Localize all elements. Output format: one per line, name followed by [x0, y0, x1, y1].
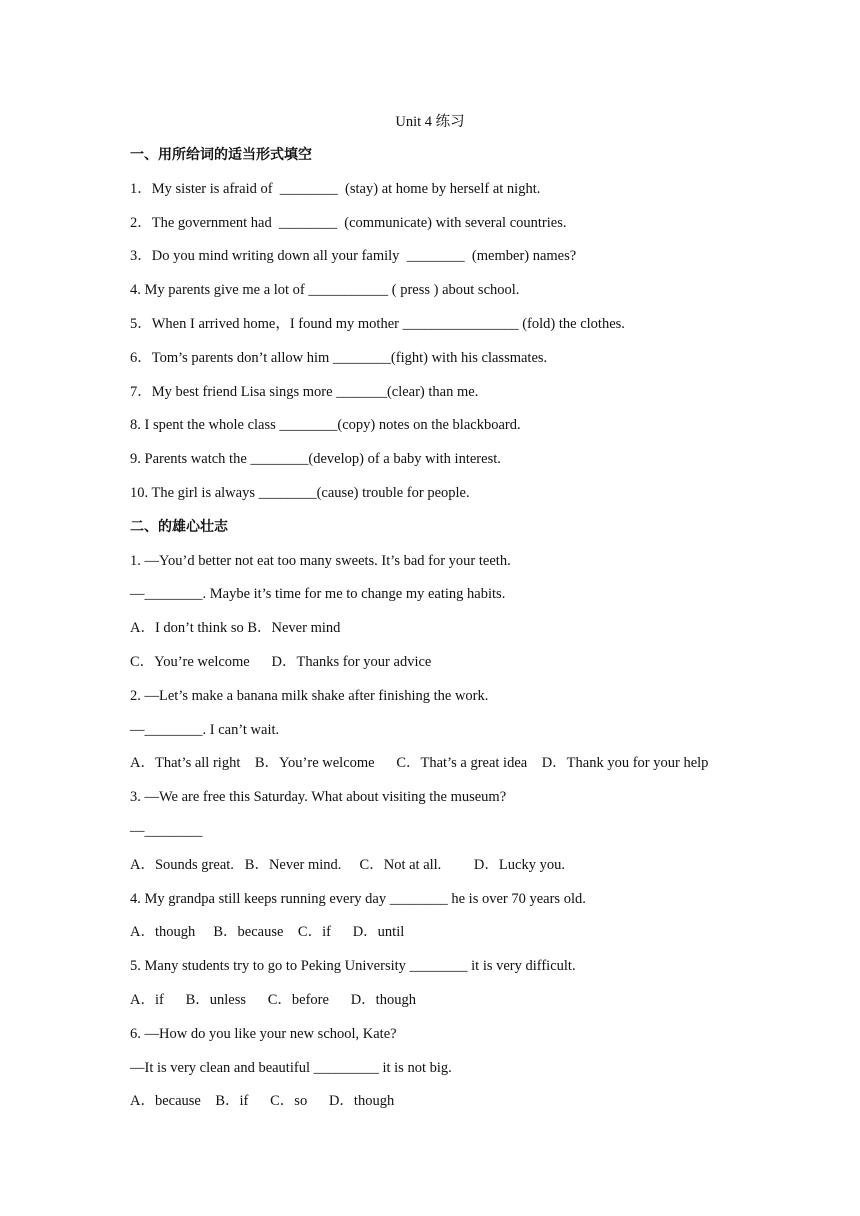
options-line: A．though B．because C．if D．until — [130, 924, 405, 941]
question-line: 6．Tom’s parents don’t allow him ________(fight) with his classmates. — [130, 349, 548, 366]
options-line: C．You’re welcome D．Thanks for your advice — [130, 653, 432, 670]
document-body — [130, 145, 770, 1125]
question-line: 2. —Let’s make a banana milk shake after finishing the work. — [130, 687, 489, 704]
answer-prompt-line: —________. Maybe it’s time for me to change my eating habits. — [130, 586, 506, 603]
options-line: A．That’s all right B．You’re welcome C．That’s a great idea D．Thank you for your help — [130, 755, 709, 772]
question-line: 5. Many students try to go to Peking University ________ it is very difficult. — [130, 958, 576, 975]
question-line: 4. My parents give me a lot of ___________ ( press ) about school. — [130, 282, 520, 299]
options-line: A．if B．unless C．before D．though — [130, 991, 416, 1008]
document-title: Unit 4 练习 — [395, 114, 465, 130]
question-line: 3. —We are free this Saturday. What about visiting the museum? — [130, 789, 507, 806]
question-line: 9. Parents watch the ________(develop) of a baby with interest. — [130, 451, 501, 468]
question-line: 8. I spent the whole class ________(copy) notes on the blackboard. — [130, 417, 521, 434]
answer-prompt-line: —________ — [130, 822, 203, 839]
question-line: 1. —You’d better not eat too many sweets. It’s bad for your teeth. — [130, 552, 511, 569]
question-line: 7．My best friend Lisa sings more _______(clear) than me. — [130, 383, 479, 400]
question-line: 4. My grandpa still keeps running every day ________ he is over 70 years old. — [130, 890, 586, 907]
options-line: A．because B．if C．so D．though — [130, 1093, 395, 1110]
question-line: 2．The government had ________ (communicate) with several countries. — [130, 214, 567, 231]
question-line: 3．Do you mind writing down all your family ________ (member) names? — [130, 248, 577, 265]
answer-prompt-line: —It is very clean and beautiful _________ it is not big. — [130, 1059, 452, 1076]
question-line: 5．When I arrived home，I found my mother ________________ (fold) the clothes. — [130, 315, 625, 332]
section-heading-fill-in: 一、用所给词的适当形式填空 — [130, 147, 312, 163]
answer-prompt-line: —________. I can’t wait. — [130, 721, 280, 738]
options-line: A．Sounds great. B．Never mind. C．Not at all. D．Lucky you. — [130, 856, 565, 873]
question-line: 10. The girl is always ________(cause) trouble for people. — [130, 484, 470, 501]
question-line: 1．My sister is afraid of ________ (stay) at home by herself at night. — [130, 180, 541, 197]
section-heading-choice: 二、的雄心壮志 — [130, 518, 228, 535]
options-line: A．I don’t think so B．Never mind — [130, 620, 341, 637]
question-line: 6. —How do you like your new school, Kate? — [130, 1025, 397, 1042]
